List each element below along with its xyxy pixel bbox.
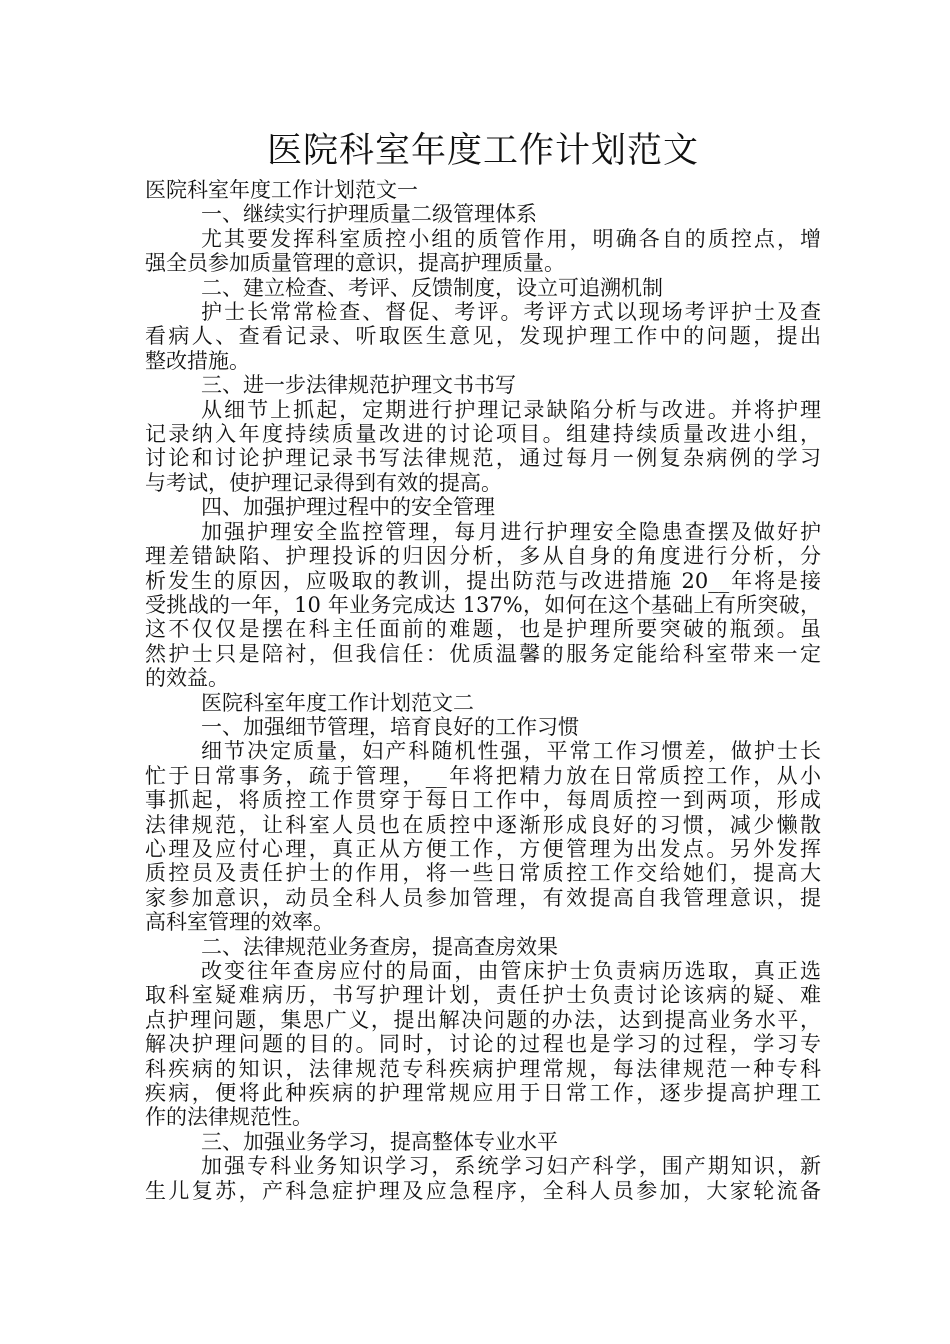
text-line: 点护理问题，集思广义，提出解决问题的办法，达到提高业务水平，	[145, 1007, 821, 1032]
text-line: 科疾病的知识，法律规范专科疾病护理常规，每法律规范一种专科	[145, 1056, 821, 1081]
text-line: 与考试，使护理记录得到有效的提高。	[145, 470, 502, 495]
text-line: 四、加强护理过程中的安全管理	[201, 495, 495, 520]
text-line: 质控员及责任护士的作用，将一些日常质控工作交给她们，提高大	[145, 861, 821, 886]
text-line: 看病人、查看记录、听取医生意见，发现护理工作中的问题，提出	[145, 324, 821, 349]
text-line: 一、加强细节管理，培育良好的工作习惯	[201, 714, 579, 739]
text-line: 记录纳入年度持续质量改进的讨论项目。组建持续质量改进小组，	[145, 422, 821, 447]
text-line: 事抓起，将质控工作贯穿于每日工作中，每周质控一到两项，形成	[145, 788, 821, 813]
text-line: 然护士只是陪衬，但我信任：优质温馨的服务定能给科室带来一定	[145, 641, 821, 666]
text-line: 心理及应付心理，真正从方便工作，方便管理为出发点。另外发挥	[145, 836, 821, 861]
text-line: 家参加意识，动员全科人员参加管理，有效提高自我管理意识，提	[145, 885, 821, 910]
text-line: 二、建立检查、考评、反馈制度，设立可追溯机制	[201, 275, 663, 300]
text-line: 高科室管理的效率。	[145, 910, 334, 935]
text-line: 解决护理问题的目的。同时，讨论的过程也是学习的过程，学习专	[145, 1032, 821, 1057]
text-line: 生儿复苏，产科急症护理及应急程序，全科人员参加，大家轮流备	[145, 1178, 821, 1203]
text-line: 法律规范，让科室人员也在质控中逐渐形成良好的习惯，减少懒散	[145, 812, 821, 837]
text-line: 三、加强业务学习，提高整体专业水平	[201, 1129, 558, 1154]
text-line: 疾病，便将此种疾病的护理常规应用于日常工作，逐步提高护理工	[145, 1081, 821, 1106]
document-page	[145, 126, 821, 1203]
text-line: 从细节上抓起，定期进行护理记录缺陷分析与改进。并将护理	[201, 397, 821, 422]
text-line: 的效益。	[145, 666, 229, 691]
text-line: 讨论和讨论护理记录书写法律规范，通过每月一例复杂病例的学习	[145, 446, 821, 471]
text-line: 取科室疑难病历，书写护理计划，责任护士负责讨论该病的疑、难	[145, 983, 821, 1008]
text-line: 护士长常常检查、督促、考评。考评方式以现场考评护士及查	[201, 300, 821, 325]
text-line: 医院科室年度工作计划范文一	[145, 178, 418, 202]
text-line: 忙于日常事务，疏于管理，__年将把精力放在日常质控工作，从小	[145, 763, 821, 788]
text-line: 医院科室年度工作计划范文二	[201, 690, 474, 715]
text-line: 加强专科业务知识学习，系统学习妇产科学，围产期知识，新	[201, 1154, 821, 1179]
text-line: 尤其要发挥科室质控小组的质管作用，明确各自的质控点，增	[201, 226, 821, 251]
text-line: 细节决定质量，妇产科随机性强，平常工作习惯差，做护士长	[201, 739, 821, 764]
text-line: 作的法律规范性。	[145, 1105, 313, 1130]
text-line: 析发生的原因，应吸取的教训，提出防范与改进措施 20__年将是接	[145, 568, 821, 593]
text-line: 加强护理安全监控管理，每月进行护理安全隐患查摆及做好护	[201, 519, 821, 544]
text-line: 受挑战的一年，10 年业务完成达 137%，如何在这个基础上有所突破，	[145, 592, 821, 617]
text-line: 强全员参加质量管理的意识，提高护理质量。	[145, 251, 565, 276]
document-title: 医院科室年度工作计划范文	[266, 131, 699, 171]
text-line: 这不仅仅是摆在科主任面前的难题，也是护理所要突破的瓶颈。虽	[145, 617, 821, 642]
text-line: 改变往年查房应付的局面，由管床护士负责病历选取，真正选	[201, 959, 821, 983]
text-line: 整改措施。	[145, 348, 250, 373]
text-line: 三、进一步法律规范护理文书书写	[201, 373, 516, 398]
text-line: 一、继续实行护理质量二级管理体系	[201, 202, 537, 227]
document-body	[145, 178, 821, 1203]
text-line: 二、法律规范业务查房，提高查房效果	[201, 934, 558, 959]
text-line: 理差错缺陷、护理投诉的归因分析，多从自身的角度进行分析，分	[145, 544, 821, 569]
